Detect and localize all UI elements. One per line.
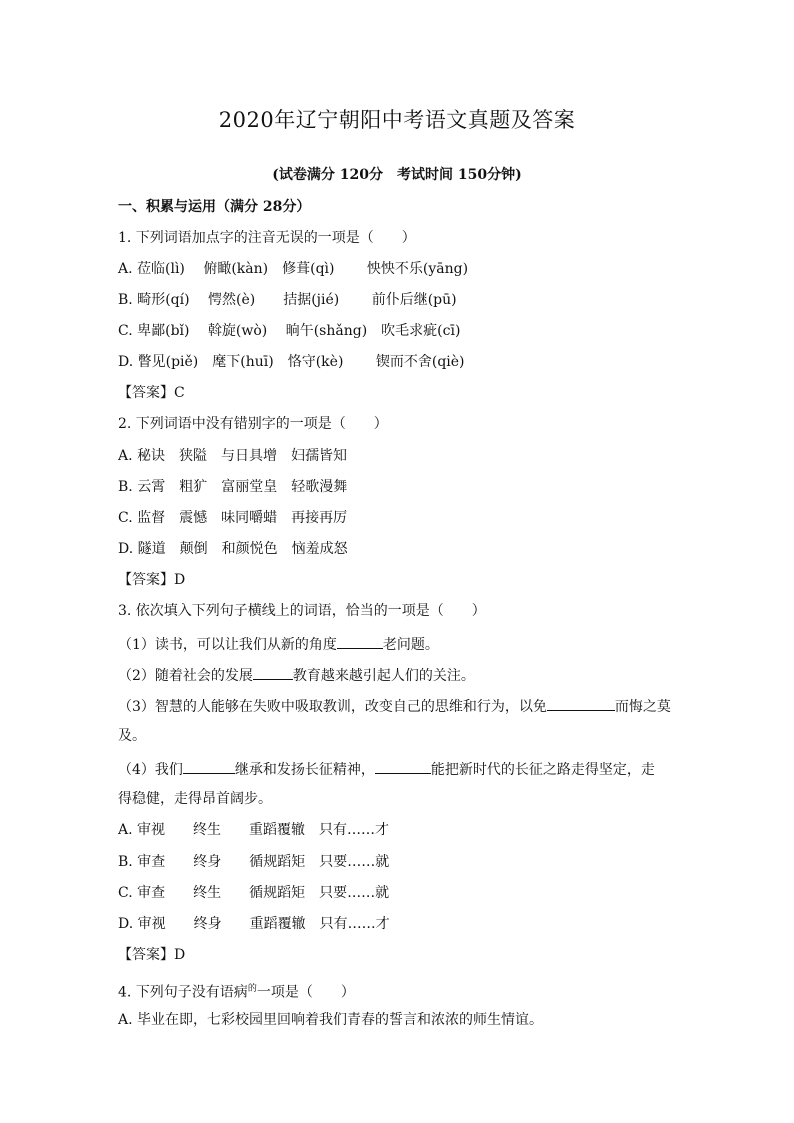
question-3-sentence-4	[118, 759, 655, 779]
question-2-option-c: C. 监督 震憾 味同嚼蜡 再接再厉	[118, 510, 348, 526]
exam-info: (试卷满分 120分 考试时间 150分钟)	[272, 167, 522, 183]
sentence-text: （4）我们	[118, 762, 183, 778]
section-heading: 一、积累与运用（满分 28分）	[118, 199, 311, 215]
question-1-stem: 1. 下列词语加点字的注音无误的一项是（ ）	[118, 230, 416, 246]
blank-line	[183, 759, 235, 774]
sentence-text: 老问题。	[382, 637, 439, 653]
stem-text: 一项是（ ）	[256, 984, 355, 1001]
blank-line	[547, 696, 615, 711]
sentence-text: （1）读书，可以让我们从新的角度	[118, 637, 337, 653]
question-3-sentence-3	[118, 696, 671, 716]
blank-line	[375, 759, 431, 774]
stray-mark: 的	[247, 984, 257, 994]
question-2-option-d: D. 隧道 颠倒 和颜悦色 恼羞成怒	[118, 541, 348, 557]
question-1-answer: 【答案】C	[118, 385, 185, 401]
blank-line	[337, 634, 383, 649]
page-title: 2020年辽宁朝阳中考语文真题及答案	[218, 108, 576, 132]
sentence-text: 教育越来越引起人们的关注。	[292, 668, 475, 684]
question-3-sentence-4-cont: 得稳健，走得昂首阔步。	[118, 791, 272, 807]
sentence-text: 能把新时代的长征之路走得坚定，走	[430, 762, 655, 778]
question-3-answer: 【答案】D	[118, 947, 186, 963]
question-2-option-b: B. 云霄 粗犷 富丽堂皇 轻歌漫舞	[118, 479, 348, 495]
question-1-option-d: D. 瞥见(piě) 麾下(huī) 恪守(kè) 锲而不舍(qiè)	[118, 354, 465, 370]
question-3-sentence-1	[118, 634, 439, 654]
question-3-option-a: A. 审视 终生 重蹈覆辙 只有……才	[118, 822, 390, 838]
stem-text: 4. 下列句子没有语病	[118, 984, 248, 1001]
question-1-option-c: C. 卑鄙(bǐ) 斡旋(wò) 晌午(shǎng) 吹毛求疵(cī)	[118, 323, 461, 339]
question-3-option-c: C. 审查 终生 循规蹈矩 只要……就	[118, 885, 390, 901]
sentence-text: （2）随着社会的发展	[118, 668, 253, 684]
question-4-stem	[118, 980, 355, 1002]
question-2-answer: 【答案】D	[118, 572, 186, 588]
question-2-stem: 2. 下列词语中没有错别字的一项是（ ）	[118, 416, 388, 432]
question-3-stem: 3. 依次填入下列句子横线上的词语，恰当的一项是（ ）	[118, 603, 486, 619]
question-2-option-a: A. 秘诀 狭隘 与日具增 妇孺皆知	[118, 448, 348, 464]
sentence-text: 而悔之莫	[614, 699, 671, 715]
question-3-option-b: B. 审查 终身 循规蹈矩 只要……就	[118, 854, 390, 870]
question-3-sentence-2	[118, 665, 475, 685]
sentence-text: 继承和发扬长征精神，	[234, 762, 375, 778]
question-3-sentence-3-cont: 及。	[118, 728, 146, 744]
blank-line	[253, 665, 293, 680]
question-1-option-a: A. 莅临(lì) 俯瞰(kàn) 修葺(qì) 怏怏不乐(yāng)	[118, 261, 469, 277]
question-1-option-b: B. 畸形(qí) 愕然(è) 拮据(jié) 前仆后继(pū)	[118, 292, 457, 308]
question-4-option-a: A. 毕业在即，七彩校园里回响着我们青春的誓言和浓浓的师生情谊。	[118, 1012, 544, 1028]
question-3-option-d: D. 审视 终身 重蹈覆辙 只有……才	[118, 916, 390, 932]
sentence-text: （3）智慧的人能够在失败中吸取教训，改变自己的思维和行为，以免	[118, 699, 547, 715]
